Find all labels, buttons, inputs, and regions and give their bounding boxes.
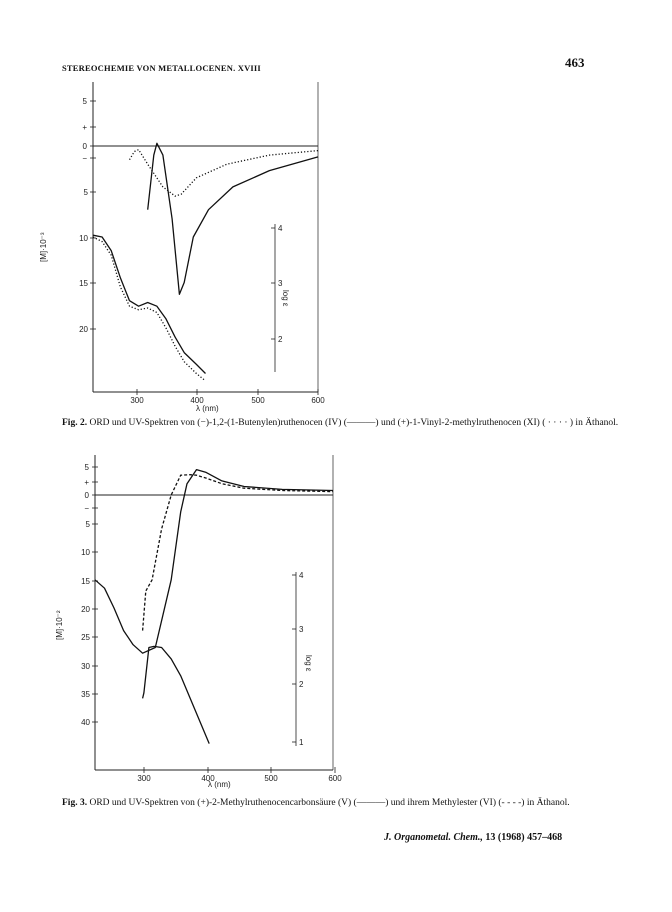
running-title: STEREOCHEMIE VON METALLOCENEN. XVIII — [62, 63, 261, 73]
fig2-ytick-top-label: + — [82, 123, 87, 132]
fig3-loge-label: log ε — [304, 655, 313, 672]
fig3-ytick-label: 35 — [81, 690, 90, 699]
fig2-series-solid-2 — [93, 235, 206, 373]
fig3-ytick-label: 15 — [81, 577, 90, 586]
fig2-x-axis-label: λ (nm) — [196, 404, 219, 413]
fig2-xtick-label: 600 — [311, 396, 325, 405]
fig2-series-dotted-1 — [130, 150, 319, 197]
figure-2-chart — [39, 82, 325, 413]
fig2-ytick-label: 20 — [79, 325, 88, 334]
journal-volume-pages: 13 (1968) 457–468 — [485, 832, 563, 843]
fig2-ytick-top-label: 5 — [82, 97, 87, 106]
fig3-y-axis-label: [M]·10⁻² — [55, 610, 64, 640]
fig3-xtick-label: 300 — [137, 774, 151, 783]
fig3-ytick-label: 5 — [85, 520, 90, 529]
fig2-xtick-label: 300 — [130, 396, 144, 405]
fig2-ytick-label: 10 — [79, 234, 88, 243]
fig3-ytick-label: 40 — [81, 718, 90, 727]
page-number: 463 — [565, 55, 585, 70]
fig3-ytick-label: 10 — [81, 548, 90, 557]
fig2-ytick-label: 15 — [79, 279, 88, 288]
fig2-ytick-label: 5 — [83, 188, 88, 197]
fig2-xtick-label: 500 — [251, 396, 265, 405]
fig3-caption-label: Fig. 3. — [62, 798, 88, 808]
fig3-ytick-top-label: 5 — [84, 463, 89, 472]
figure-3-chart — [55, 455, 342, 789]
fig3-series-dashed-1 — [143, 475, 333, 631]
figure-3-caption — [62, 798, 622, 809]
fig3-ytick-label: 25 — [81, 633, 90, 642]
fig3-loge-tick-label: 1 — [299, 738, 304, 747]
fig2-xtick-label: 400 — [190, 396, 204, 405]
fig3-ytick-label: 20 — [81, 605, 90, 614]
fig2-loge-tick-label: 4 — [278, 224, 283, 233]
fig2-y-axis-label: [M]·10⁻³ — [39, 232, 48, 262]
fig3-xtick-label: 600 — [328, 774, 342, 783]
fig3-xtick-label: 400 — [201, 774, 215, 783]
fig3-ytick-top-label: − — [84, 504, 89, 513]
fig3-loge-tick-label: 2 — [299, 680, 304, 689]
fig3-ytick-label: 30 — [81, 662, 90, 671]
fig3-loge-tick-label: 3 — [299, 625, 304, 634]
fig3-xtick-label: 500 — [264, 774, 278, 783]
fig2-loge-tick-label: 2 — [278, 335, 283, 344]
fig2-series-solid-0 — [148, 143, 318, 294]
fig3-ytick-top-label: + — [84, 478, 89, 487]
figure-2-caption — [62, 418, 622, 429]
fig2-caption-label: Fig. 2. — [62, 418, 88, 428]
fig2-loge-tick-label: 3 — [278, 279, 283, 288]
fig3-loge-tick-label: 4 — [299, 571, 304, 580]
fig3-caption-text: ORD und UV-Spektren von (+)-2-Methylruthenocencarbonsäure (V) (———) und ihrem Methylester (VI) (- - - -) in Äthanol. — [89, 798, 570, 808]
fig3-series-solid-2 — [143, 646, 210, 743]
fig2-ytick-top-label: − — [82, 154, 87, 163]
fig2-loge-label: log ε — [281, 290, 290, 307]
journal-reference — [384, 832, 562, 843]
fig3-x-axis-label: λ (nm) — [208, 780, 231, 789]
fig2-ytick-top-label: 0 — [82, 142, 87, 151]
journal-name: J. Organometal. Chem., — [384, 832, 483, 843]
fig2-caption-text: ORD und UV-Spektren von (−)-1,2-(1-Butenylen)ruthenocen (IV) (———) und (+)-1-Vinyl-2-methylruthenocen (XI) ( · · · · ) in Äthanol. — [89, 418, 619, 428]
fig3-ytick-top-label: 0 — [84, 491, 89, 500]
fig3-series-solid-0 — [95, 470, 333, 654]
